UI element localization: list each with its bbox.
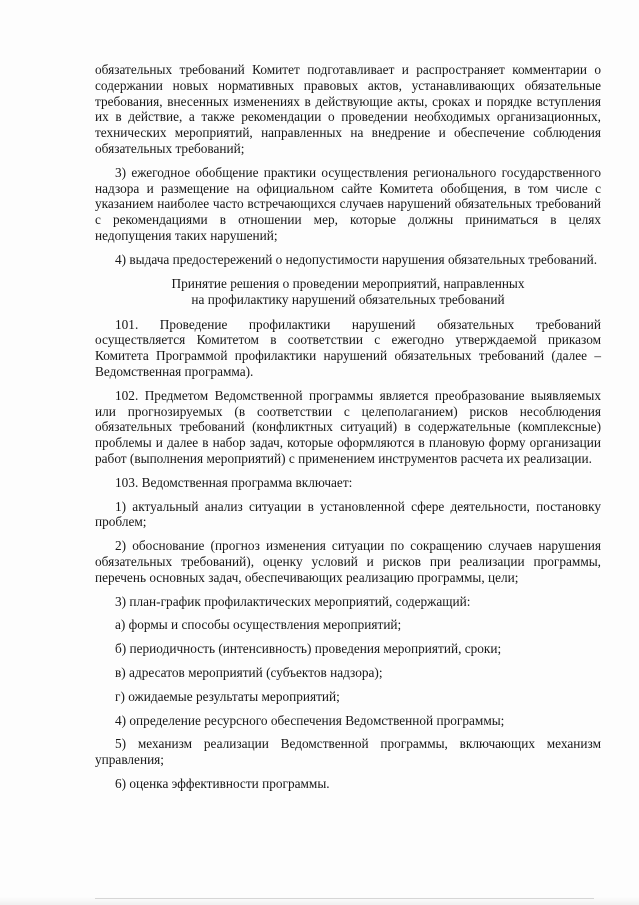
document-body	[95, 62, 601, 800]
paragraph-item-4: 4) выдача предостережений о недопустимости нарушения обязательных требований.	[115, 251, 598, 267]
list-item-103-2: 2) обоснование (прогноз изменения ситуации по сокращению случаев нарушения обязательных требований), оценку условий и рисков при реализации программы, перечень основных задач, обеспечивающих реализацию программы, цели;	[95, 538, 601, 585]
paragraph-item-3: 3) ежегодное обобщение практики осуществления регионального государственного надзора и размещение на официальном сайте Комитета обобщения, в том числе с указанием наиболее часто встречающихся случаев нарушений обязательных требований с рекомендациями в отношении мер, которые должны приниматься в целях недопущения таких нарушений;	[95, 164, 601, 243]
paragraph-continuation: обязательных требований Комитет подготавливает и распространяет комментарии о содержании новых нормативных правовых актов, устанавливающих обязательные требования, внесенных изменениях в действующие акты, сроках и порядке вступления их в действие, а также рекомендации о проведении необходимых организационных, технических мероприятий, направленных на внедрение и обеспечение соблюдения обязательных требований;	[95, 62, 601, 156]
list-item-103-3d: г) ожидаемые результаты мероприятий;	[115, 688, 340, 704]
paragraph-102: 102. Предметом Ведомственной программы является преобразование выявляемых или прогнозируемых (в соответствии с целеполаганием) рисков несоблюдения обязательных требований (конфликтных ситуаций) в содержательные (комплексные) проблемы и далее в набор задач, которые оформляются в плановую форму организации работ (выполнения мероприятий) с применением инструментов расчета их реализации.	[95, 387, 601, 466]
section-heading-line-1: Принятие решения о проведении мероприятий, направленных	[171, 275, 525, 291]
list-item-103-3: 3) план-график профилактических мероприятий, содержащий:	[115, 593, 471, 609]
list-item-103-3b: б) периодичность (интенсивность) проведения мероприятий, сроки;	[115, 641, 502, 657]
section-heading-line-2: на профилактику нарушений обязательных требований	[191, 291, 505, 307]
list-item-103-6: 6) оценка эффективности программы.	[115, 775, 330, 791]
list-item-103-4: 4) определение ресурсного обеспечения Ведомственной программы;	[115, 712, 505, 728]
list-item-103-5: 5) механизм реализации Ведомственной программы, включающих механизм управления;	[95, 736, 601, 768]
paragraph-101: 101. Проведение профилактики нарушений обязательных требований осуществляется Комитетом в соответствии с ежегодно утверждаемой приказом Комитета Программой профилактики нарушений обязательных требований (далее – Ведомственная программа).	[95, 316, 601, 379]
list-item-103-3a: а) формы и способы осуществления мероприятий;	[115, 617, 402, 633]
list-item-103-1: 1) актуальный анализ ситуации в установленной сфере деятельности, постановку проблем;	[95, 498, 601, 530]
paragraph-103: 103. Ведомственная программа включает:	[115, 474, 353, 490]
list-item-103-3c: в) адресатов мероприятий (субъектов надзора);	[115, 664, 383, 680]
section-heading	[95, 276, 601, 308]
scan-edge-shadow	[0, 897, 639, 905]
